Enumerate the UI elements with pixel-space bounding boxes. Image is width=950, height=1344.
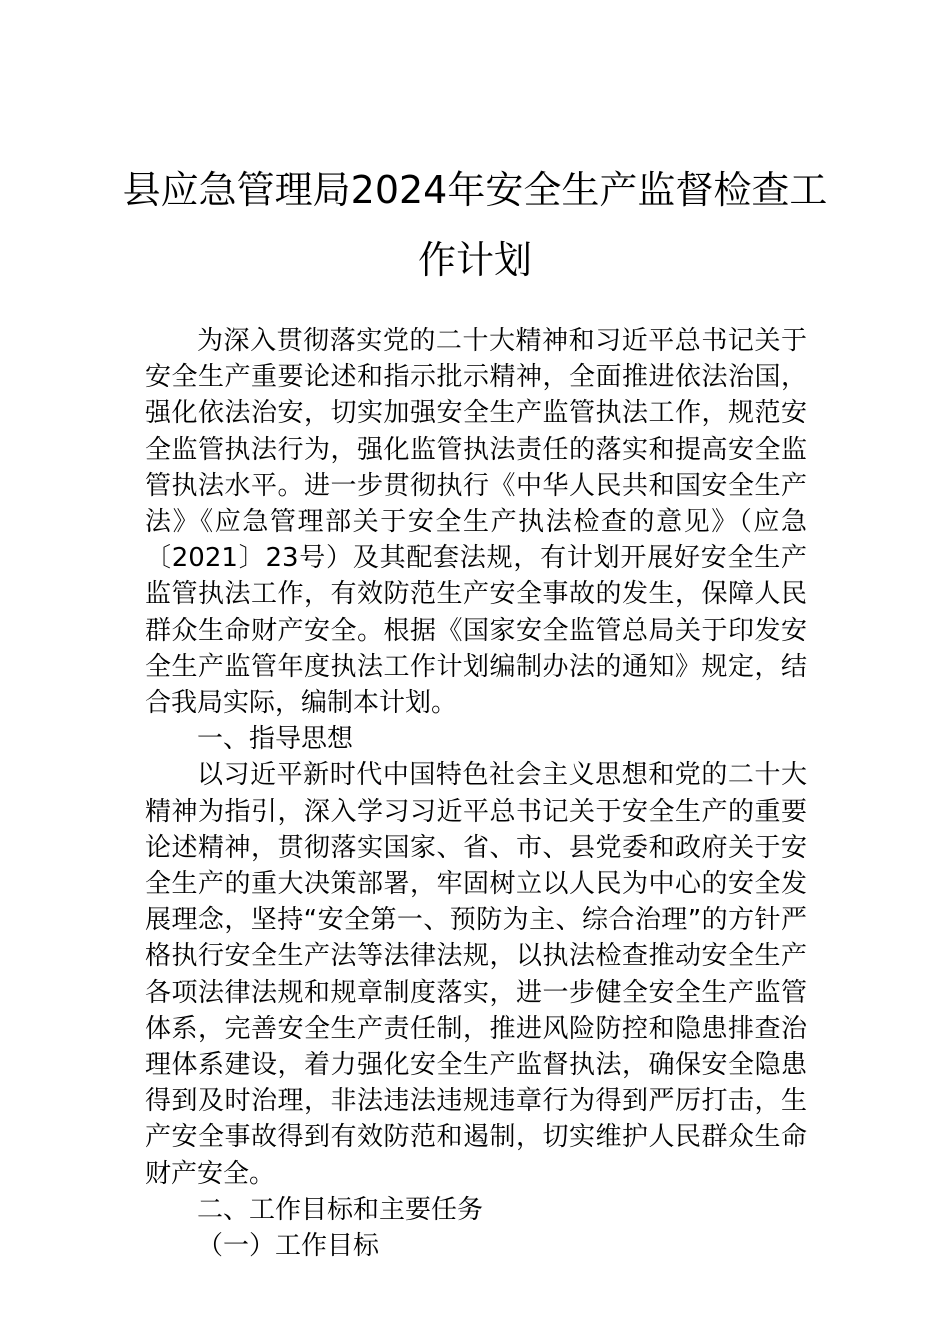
paragraph-intro: 为深入贯彻落实党的二十大精神和习近平总书记关于安全生产重要论述和指示批示精神，全面推进依法治国，强化依法治安，切实加强安全生产监管执法工作，规范安全监管执法行为，强化监管执法责任的落实和提高安全监管执法水平。进一步贯彻执行《中华人民共和国安全生产法》《应急管理部关于安全生产执法检查的意见》（应急〔2021〕23号）及其配套法规，有计划开展好安全生产监管执法工作，有效防范生产安全事故的发生，保障人民群众生命财产安全。根据《国家安全监管总局关于印发安全生产监管年度执法工作计划编制办法的通知》规定，结合我局实际，编制本计划。 <box>145 326 807 719</box>
subsection-heading-goals: （一）工作目标 <box>197 1231 380 1262</box>
section-heading-guiding-thought: 一、指导思想 <box>197 724 354 755</box>
document-title-line-1: 县应急管理局2024年安全生产监督检查工 <box>122 168 828 212</box>
document-body <box>145 323 807 1264</box>
section-heading-goals-tasks: 二、工作目标和主要任务 <box>197 1194 484 1225</box>
document-title-line-2: 作计划 <box>417 238 532 282</box>
paragraph-guiding-thought: 以习近平新时代中国特色社会主义思想和党的二十大精神为指引，深入学习习近平总书记关于安全生产的重要论述精神，贯彻落实国家、省、市、县党委和政府关于安全生产的重大决策部署，牢固树立以人民为中心的安全发展理念，坚持“安全第一、预防为主、综合治理”的方针严格执行安全生产法等法律法规，以执法检查推动安全生产各项法律法规和规章制度落实，进一步健全安全生产监管体系，完善安全生产责任制，推进风险防控和隐患排查治理体系建设，着力强化安全生产监督执法，确保安全隐患得到及时治理，非法违法违规违章行为得到严厉打击，生产安全事故得到有效防范和遏制，切实维护人民群众生命财产安全。 <box>145 760 807 1189</box>
